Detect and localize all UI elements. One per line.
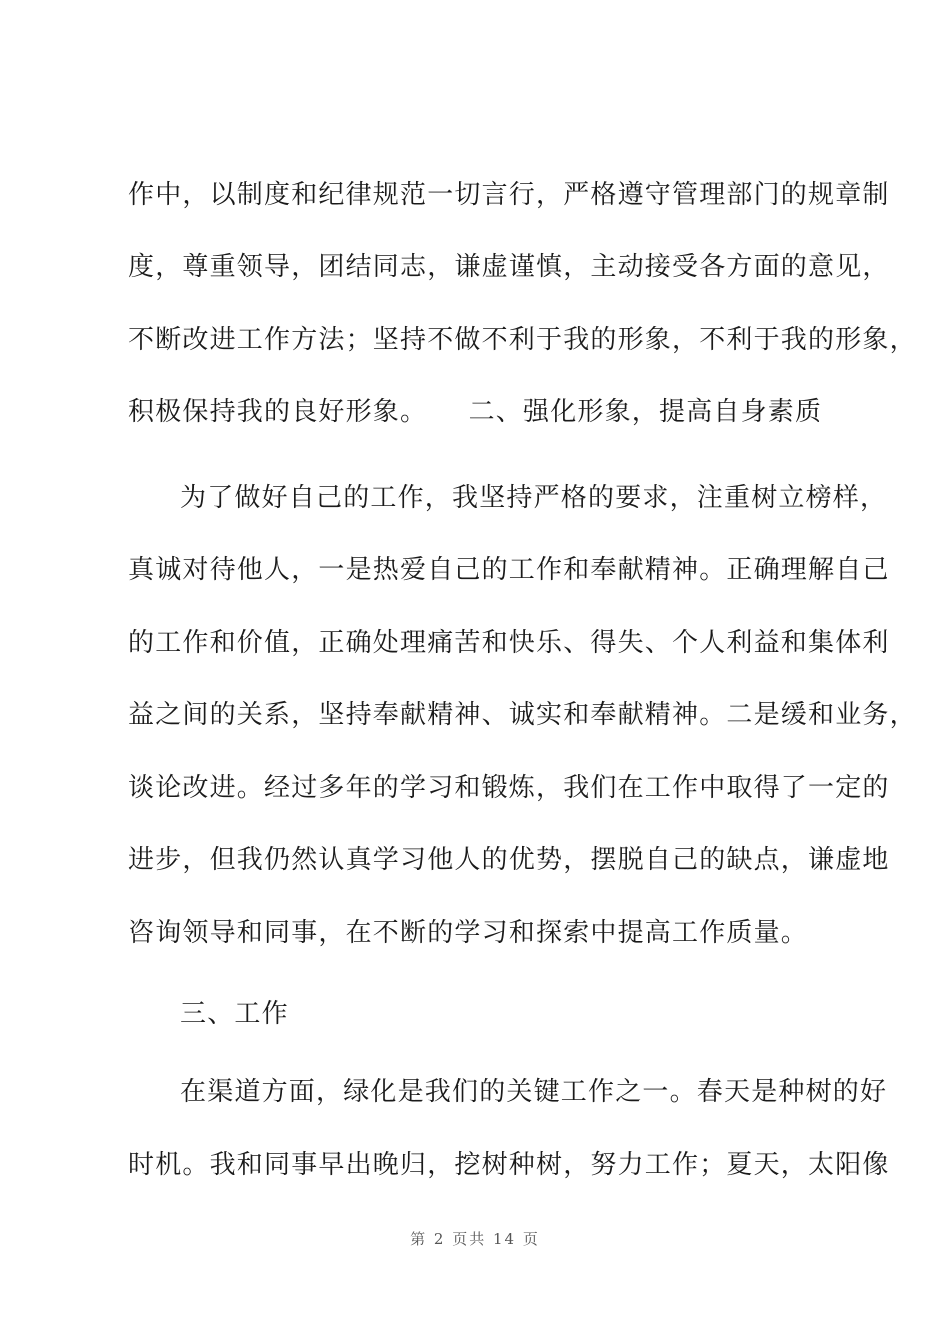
text-line: 的工作和价值，正确处理痛苦和快乐、得失、个人利益和集体利 — [128, 628, 890, 658]
text-line: 为了做好自己的工作，我坚持严格的要求，注重树立榜样， — [180, 483, 888, 513]
text-line: 谈论改进。经过多年的学习和锻炼，我们在工作中取得了一定的 — [128, 773, 890, 803]
section-heading: 三、工作 — [180, 999, 289, 1029]
text-line: 不断改进工作方法；坚持不做不利于我的形象，不利于我的形象， — [128, 325, 917, 355]
text-line: 时机。我和同事早出晚归，挖树种树，努力工作；夏天，太阳像 — [128, 1150, 890, 1180]
text-line: 益之间的关系，坚持奉献精神、诚实和奉献精神。二是缓和业务， — [128, 700, 917, 730]
page-footer: 第 2 页共 14 页 — [410, 1230, 540, 1248]
text-line: 咨询领导和同事，在不断的学习和探索中提高工作质量。 — [128, 918, 809, 948]
text-line: 在渠道方面，绿化是我们的关键工作之一。春天是种树的好 — [180, 1077, 888, 1107]
text-line: 进步，但我仍然认真学习他人的优势，摆脱自己的缺点，谦虚地 — [128, 845, 890, 875]
text-line: 度，尊重领导，团结同志，谦虚谨慎，主动接受各方面的意见， — [128, 252, 890, 282]
text-line: 真诚对待他人，一是热爱自己的工作和奉献精神。正确理解自己 — [128, 555, 890, 585]
text-line: 作中，以制度和纪律规范一切言行，严格遵守管理部门的规章制 — [128, 180, 890, 210]
text-line: 积极保持我的良好形象。 二、强化形象，提高自身素质 — [128, 397, 823, 427]
